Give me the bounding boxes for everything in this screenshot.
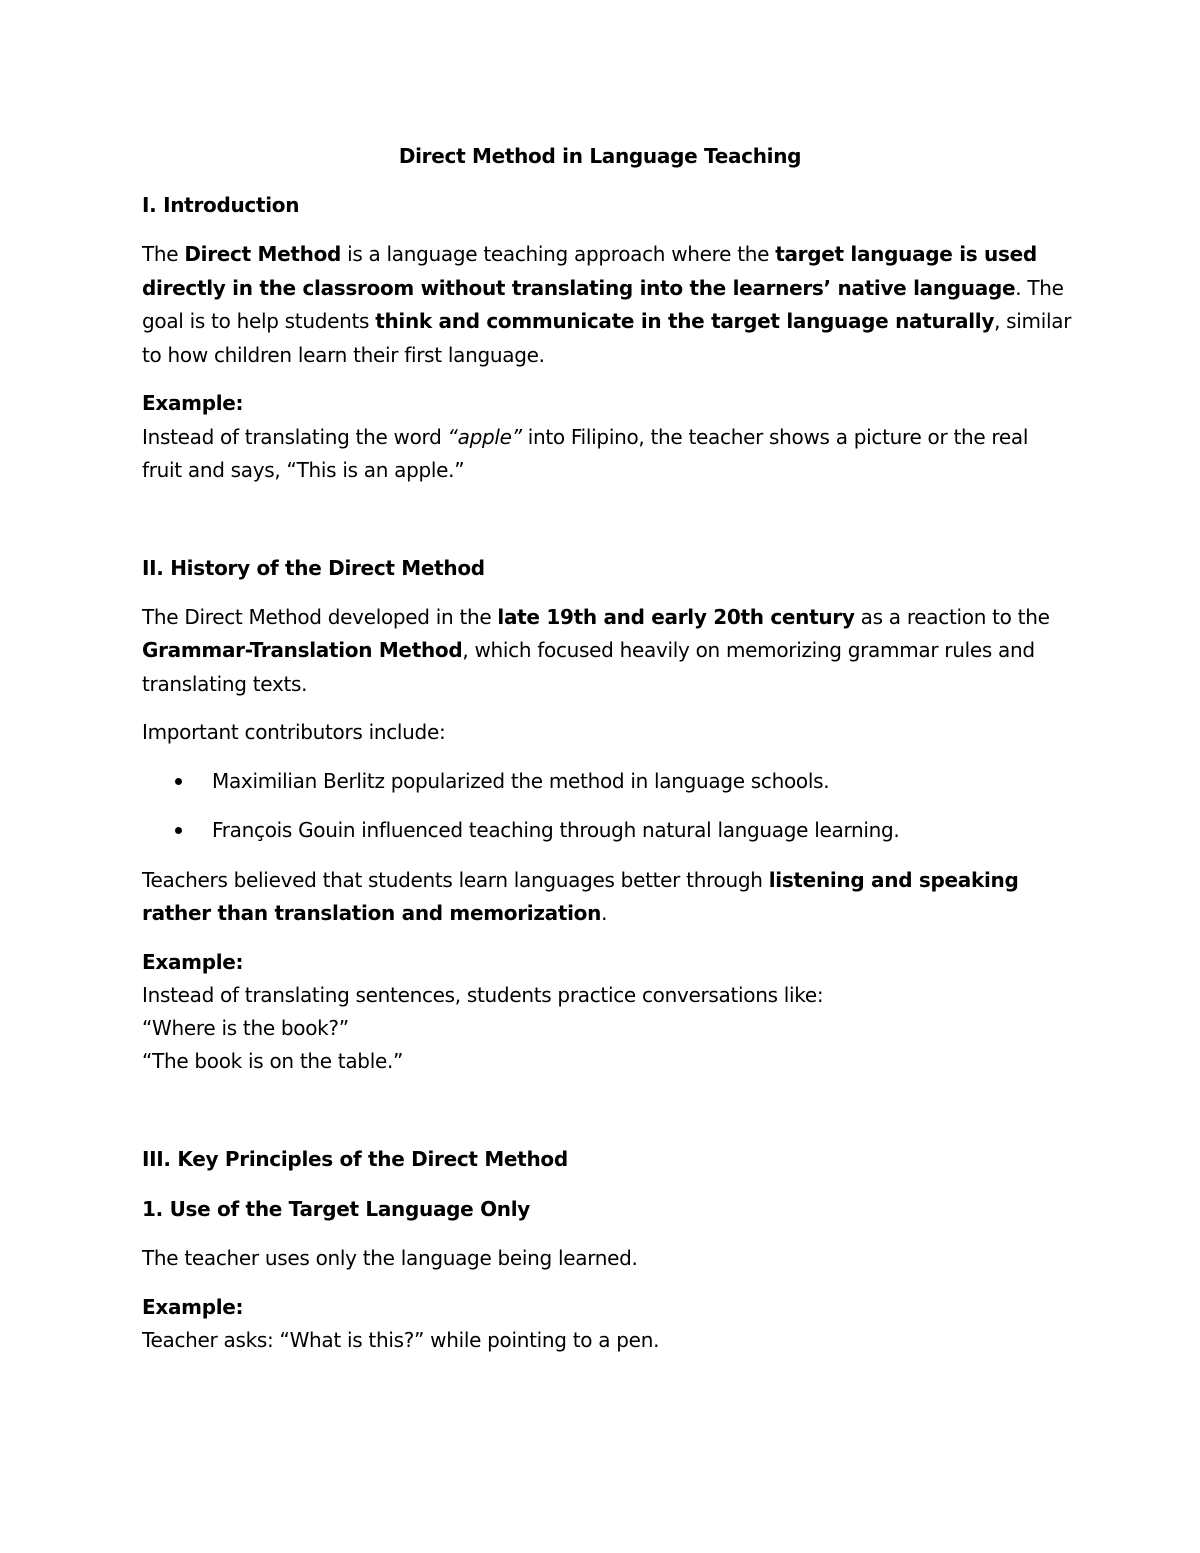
bullet-dot-icon: [175, 827, 182, 834]
bullet-dot-icon: [175, 778, 182, 785]
example-text: “Where is the book?”: [142, 1016, 349, 1040]
history-paragraph-line: The Direct Method developed in the late 19th and early 20th century as a reaction to the: [142, 605, 1050, 629]
principles-paragraph-line: The teacher uses only the language being learned.: [142, 1246, 638, 1270]
example-label: Example:: [142, 391, 244, 415]
history-paragraph-line: translating texts.: [142, 672, 308, 696]
example-text: Instead of translating sentences, students practice conversations like:: [142, 983, 824, 1007]
intro-paragraph-line: goal is to help students think and communicate in the target language naturally, similar: [142, 309, 1072, 333]
section-heading-history: II. History of the Direct Method: [142, 556, 485, 580]
history-paragraph-line: Teachers believed that students learn languages better through listening and speaking: [142, 868, 1019, 892]
section-heading-introduction: I. Introduction: [142, 193, 300, 217]
example-text: Teacher asks: “What is this?” while pointing to a pen.: [142, 1328, 660, 1352]
contributors-intro: Important contributors include:: [142, 720, 446, 744]
document-title: Direct Method in Language Teaching: [398, 144, 802, 168]
history-paragraph-line: rather than translation and memorization.: [142, 901, 608, 925]
section-heading-principles: III. Key Principles of the Direct Method: [142, 1147, 568, 1171]
intro-paragraph-line: to how children learn their first language.: [142, 343, 545, 367]
example-text: “The book is on the table.”: [142, 1049, 404, 1073]
example-text: Instead of translating the word “apple” into Filipino, the teacher shows a picture or the real: [142, 425, 1029, 449]
example-label: Example:: [142, 950, 244, 974]
intro-paragraph-line: The Direct Method is a language teaching approach where the target language is used: [142, 242, 1037, 266]
list-item: Maximilian Berlitz popularized the method in language schools.: [212, 769, 830, 793]
subsection-heading: 1. Use of the Target Language Only: [142, 1197, 531, 1221]
example-text: fruit and says, “This is an apple.”: [142, 458, 465, 482]
history-paragraph-line: Grammar-Translation Method, which focused heavily on memorizing grammar rules and: [142, 638, 1035, 662]
list-item: François Gouin influenced teaching through natural language learning.: [212, 818, 900, 842]
example-label: Example:: [142, 1295, 244, 1319]
intro-paragraph-line: directly in the classroom without translating into the learners’ native language. The: [142, 276, 1064, 300]
